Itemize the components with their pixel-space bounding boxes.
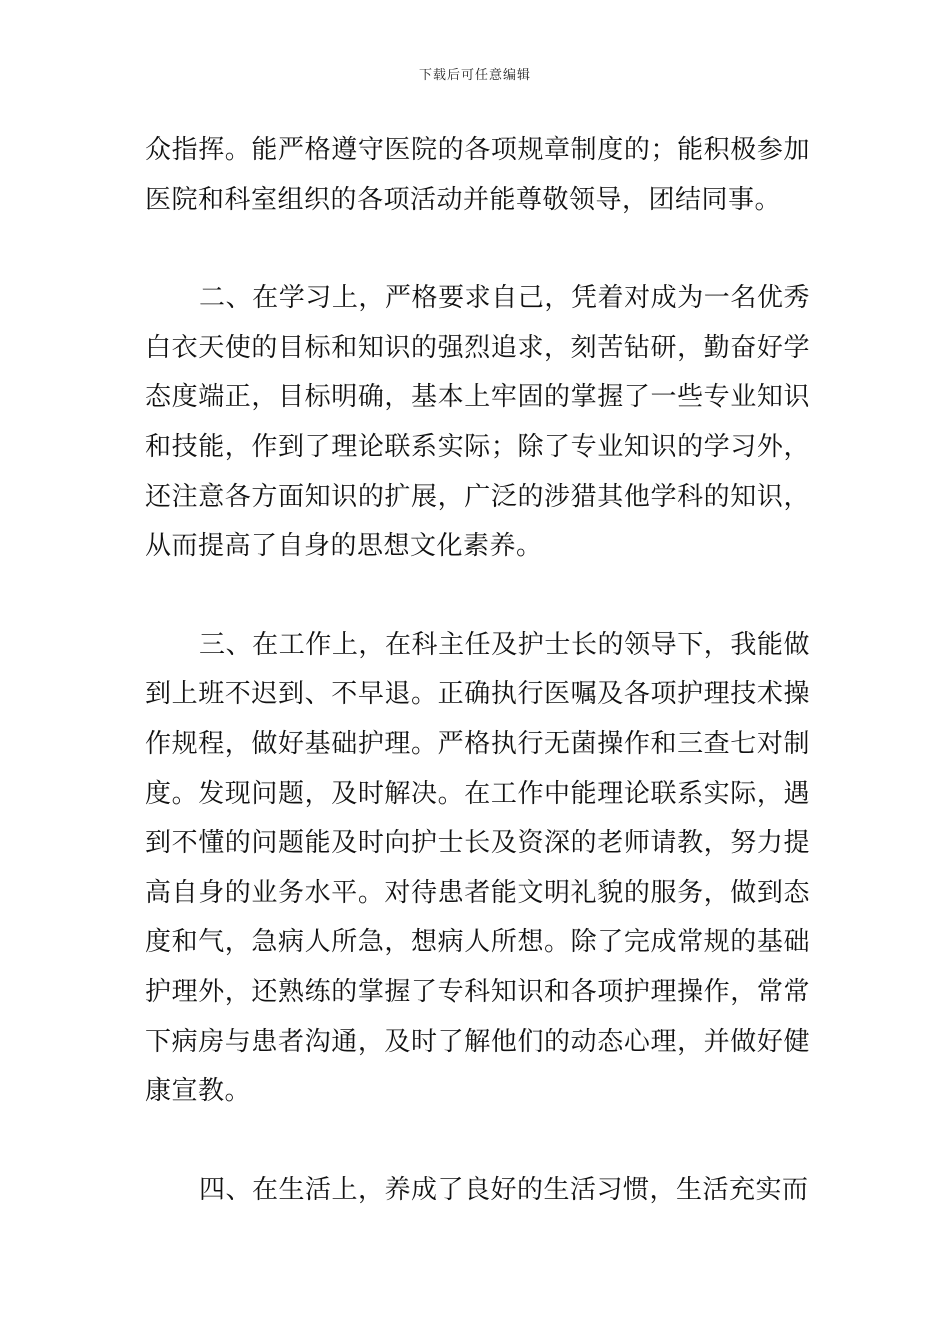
paragraph-spacer	[145, 225, 810, 274]
paragraph-spacer	[145, 572, 810, 621]
header-note: 下载后可任意编辑	[418, 68, 531, 83]
paragraph-study: 二、在学习上，严格要求自己，凭着对成为一名优秀白衣天使的目标和知识的强烈追求，刻苦钻研，勤奋好学态度端正，目标明确，基本上牢固的掌握了一些专业知识和技能，作到了理论联系实际；除了专业知识的学习外，还注意各方面知识的扩展，广泛的涉猎其他学科的知识，从而提高了自身的思想文化素养。	[145, 283, 810, 562]
paragraph-continuation: 众指挥。能严格遵守医院的各项规章制度的；能积极参加医院和科室组织的各项活动并能尊敬领导，团结同事。	[145, 135, 810, 215]
paragraph-life: 四、在生活上，养成了良好的生活习惯，生活充实而	[199, 1174, 809, 1205]
paragraph-spacer	[145, 1117, 810, 1166]
document-body	[145, 126, 810, 1215]
paragraph-work: 三、在工作上，在科主任及护士长的领导下，我能做到上班不迟到、不早退。正确执行医嘱及各项护理技术操作规程，做好基础护理。严格执行无菌操作和三查七对制度。发现问题，及时解决。在工作中能理论联系实际，遇到不懂的问题能及时向护士长及资深的老师请教，努力提高自身的业务水平。对待患者能文明礼貌的服务，做到态度和气，急病人所急，想病人所想。除了完成常规的基础护理外，还熟练的掌握了专科知识和各项护理操作，常常下病房与患者沟通，及时了解他们的动态心理，并做好健康宣教。	[145, 629, 810, 1107]
